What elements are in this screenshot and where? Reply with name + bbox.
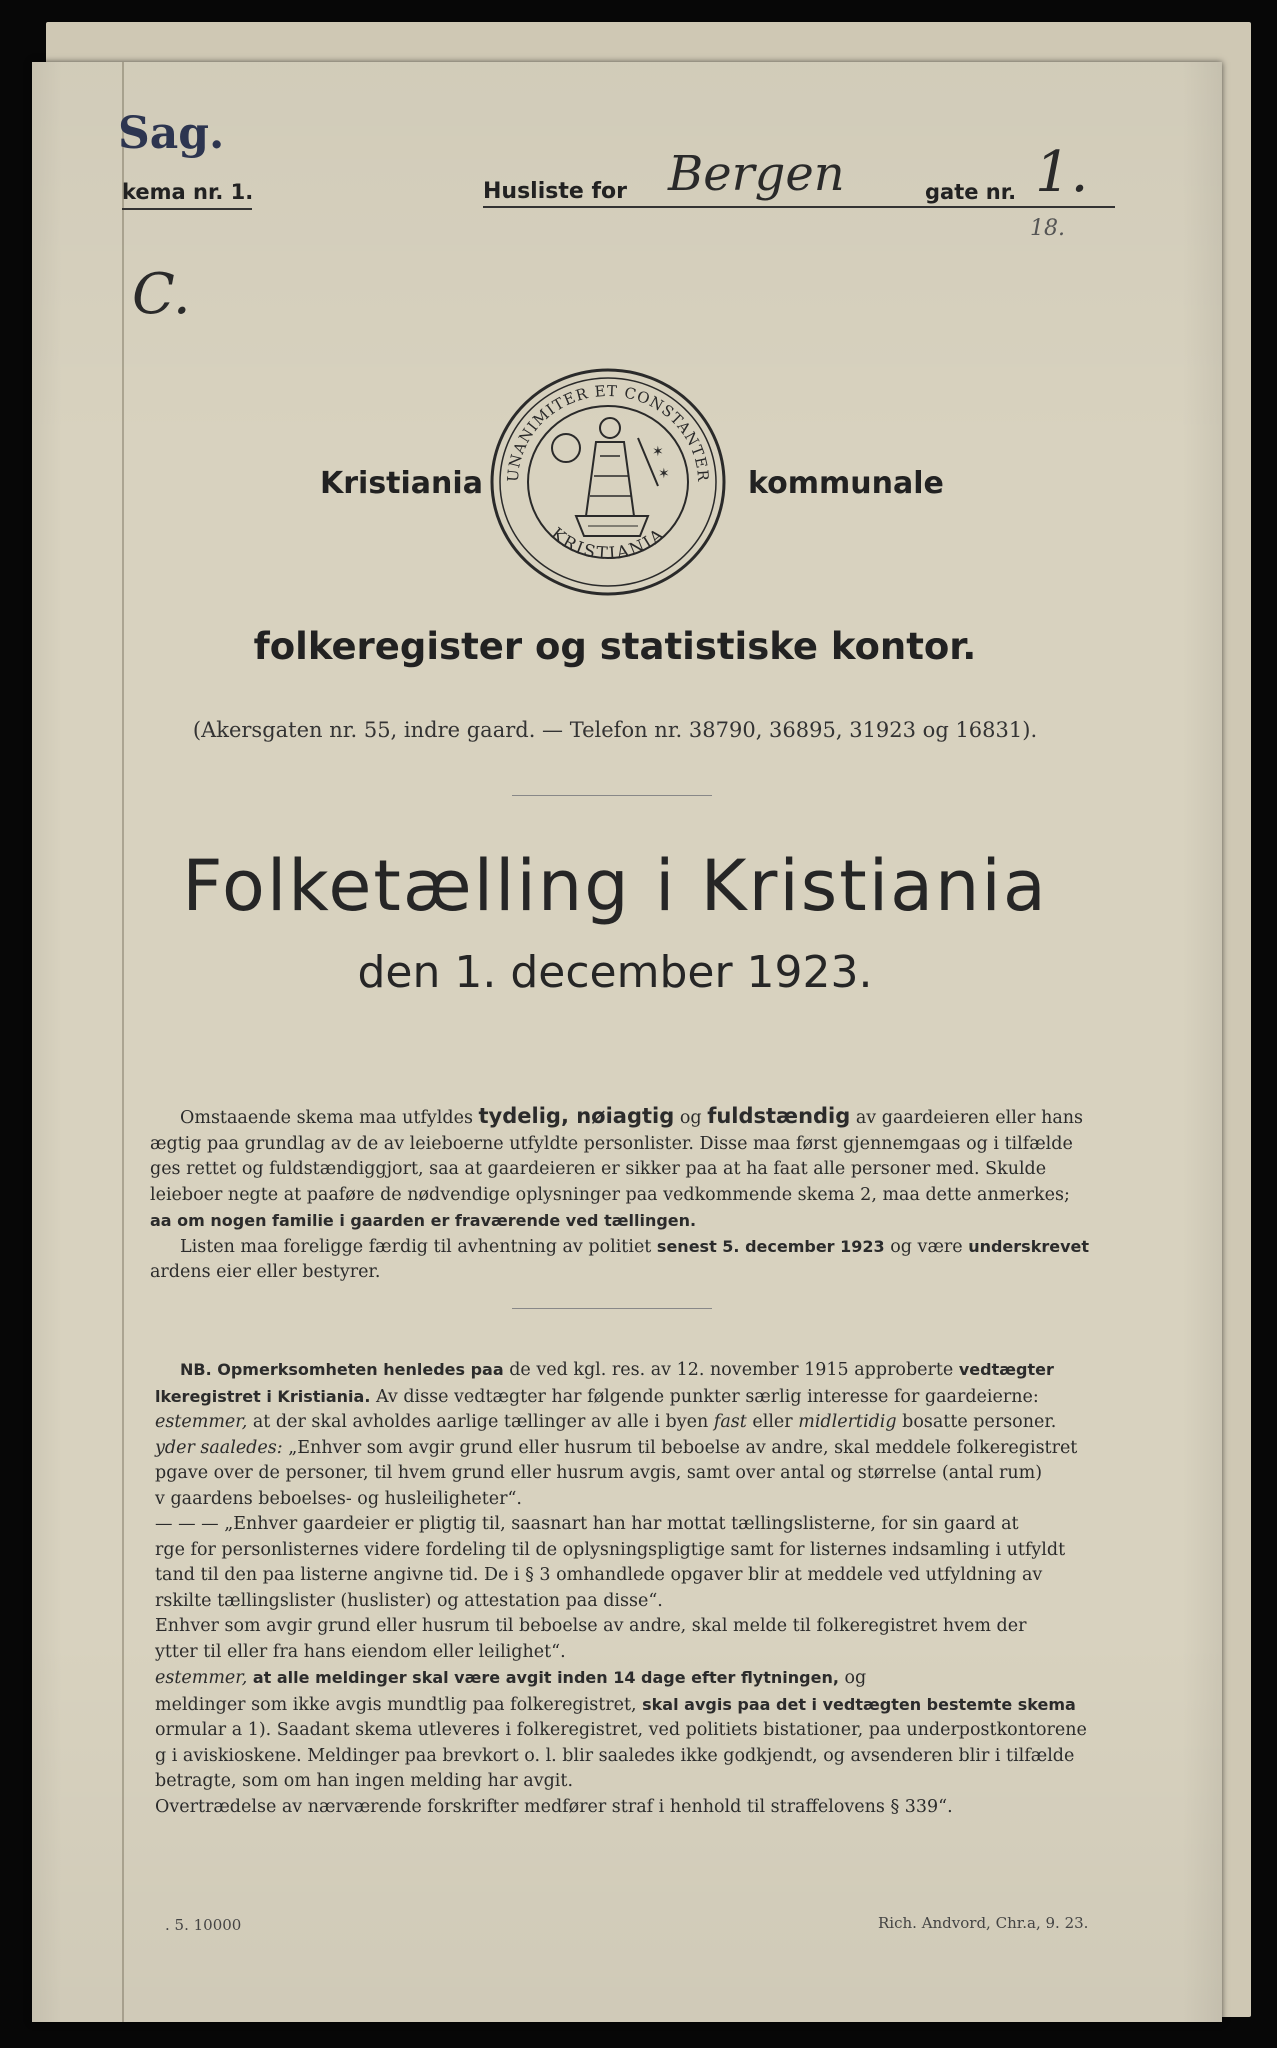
- office-name: folkeregister og statistiske kontor.: [253, 625, 977, 668]
- deadline-text: senest 5. december 1923: [656, 1236, 885, 1256]
- nb-italic: midlertidig: [798, 1412, 897, 1432]
- intro-line-1: [150, 1104, 1225, 1132]
- nb-line-18: Overtrædelse av nærværende forskrifter medfører straf i henhold til straffelovens § 339“.: [155, 1796, 953, 1817]
- intro-line-7: ardens eier eller bestyrer.: [150, 1262, 381, 1282]
- nb-text: „Enhver som avgir grund eller husrum til beboelse av andre, skal meddele folkeregistret: [288, 1437, 1078, 1458]
- schema-label: kema nr. 1.: [122, 180, 254, 204]
- nb-text: bosatte personer.: [902, 1412, 1057, 1432]
- nb-line-5: pgave over de personer, til hvem grund eller husrum avgis, samt over antal og størrelse (antal rum): [155, 1463, 1043, 1483]
- stamp-partial: Sag.: [118, 108, 225, 159]
- nb-line-7: — — — „Enhver gaardeier er pligtig til, saasnart han har mottat tællingslisterne, for sin gaard at: [155, 1514, 1019, 1534]
- divider-2: [512, 1308, 712, 1309]
- house-number-handwritten: 1.: [1035, 140, 1089, 205]
- nb-line-10: rskilte tællingslister (huslister) og attestation paa disse“.: [155, 1590, 663, 1611]
- divider-1: [512, 795, 712, 796]
- nb-italic: fast: [713, 1412, 747, 1432]
- svg-text:✶: ✶: [652, 444, 664, 460]
- nb-line-11: Enhver som avgir grund eller husrum til beboelse av andre, skal melde til folkeregistret hvem der: [155, 1616, 1027, 1636]
- intro-line-2: ægtig paa grundlag av de av leieboerne utfyldte personlister. Disse maa først gjennemgaas og i tilfælde: [150, 1133, 1073, 1154]
- nb-line-12: ytter til eller fra hans eiendom eller leilighet“.: [155, 1641, 566, 1662]
- nb-line-3: [155, 1410, 1225, 1436]
- intro-line-5: aa om nogen familie i gaarden er fraværende ved tællingen.: [150, 1211, 697, 1230]
- nb-lead: NB. Opmerksomheten henledes paa: [180, 1360, 504, 1379]
- nb-line-14: [155, 1692, 1225, 1719]
- subtitle-date: den 1. december 1923.: [357, 947, 873, 998]
- nb-line-8: rge for personlisternes videre fordeling til de oplysningspligtige samt for listernes indsamling i utfyldt: [155, 1539, 1066, 1560]
- intro-text: Omstaaende skema maa utfyldes: [180, 1108, 473, 1128]
- seal-bottom-text: KRISTIANIA: [546, 524, 670, 565]
- nb-text: Av disse vedtægter har følgende punkter særlig interesse for gaardeierne:: [375, 1386, 1039, 1407]
- nb-text: meldinger som ikke avgis mundtlig paa folkeregistret,: [155, 1694, 637, 1715]
- office-address: (Akersgaten nr. 55, indre gaard. — Telefon nr. 38790, 36895, 31923 og 16831).: [192, 718, 1038, 742]
- house-subnote: 18.: [1030, 216, 1065, 241]
- street-name-handwritten: Bergen: [668, 146, 845, 202]
- svg-text:KRISTIANIA: [547, 524, 670, 564]
- nb-text: og: [844, 1668, 867, 1688]
- nb-emphasis: at alle meldinger skal være avgit inden 14 dage efter flytningen,: [252, 1668, 839, 1687]
- signed-text: underskrevet: [968, 1236, 1089, 1256]
- emphasis-tydelig: tydelig, nøiagtig: [478, 1104, 675, 1128]
- seal-ring-text: UNANIMITER ET CONSTANTER: [503, 381, 713, 483]
- nb-line-2: [155, 1384, 1225, 1411]
- husliste-underline: [483, 206, 1115, 208]
- nb-paragraph: [155, 1357, 1225, 1820]
- intro-line-3: ges rettet og fuldstændiggjort, saa at gaardeieren er sikker paa at ha faat alle personer med. Skulde: [150, 1159, 1047, 1179]
- footer-print-run: . 5. 10000: [165, 1916, 242, 1934]
- nb-line-9: tand til den paa listerne angivne tid. De i § 3 omhandlede opgaver blir at meddele ved utfyldning av: [155, 1565, 1043, 1585]
- intro-text: og være: [890, 1236, 963, 1257]
- intro-line-6: [150, 1234, 1225, 1261]
- nb-emphasis: vedtægter: [958, 1360, 1054, 1379]
- nb-emphasis: lkeregistret i Kristiania.: [155, 1386, 371, 1406]
- nb-text: de ved kgl. res. av 12. november 1915 approberte: [509, 1360, 954, 1380]
- intro-text: og: [679, 1108, 702, 1128]
- main-title: Folketælling i Kristiania: [182, 845, 1048, 927]
- schema-underline: [122, 208, 252, 210]
- svg-text:UNANIMITER ET CONSTANTER: [504, 382, 712, 483]
- fold-line: [122, 62, 124, 2022]
- intro-text: Listen maa foreligge færdig til avhentning av politiet: [180, 1236, 652, 1257]
- intro-paragraph: [150, 1104, 1225, 1286]
- nb-emphasis: skal avgis paa det i vedtægten bestemte skema: [642, 1694, 1076, 1714]
- intro-line-4: leieboer negte at paaføre de nødvendige oplysninger paa vedkommende skema 2, maa dette anmerkes;: [150, 1184, 1070, 1205]
- nb-text: eller: [752, 1412, 793, 1432]
- city-seal: [488, 366, 728, 598]
- intro-text: av gaardeieren eller hans: [855, 1108, 1084, 1128]
- nb-italic: estemmer,: [155, 1668, 248, 1688]
- nb-line-15: ormular a 1). Saadant skema utleveres i folkeregistret, ved politiets bistationer, paa underpostkontorene: [155, 1720, 1087, 1740]
- emphasis-fuldstaendig: fuldstændig: [707, 1104, 851, 1128]
- nb-text: at der skal avholdes aarlige tællinger av alle i byen: [252, 1412, 709, 1432]
- nb-line-6: v gaardens beboelses- og husleiligheter“.: [155, 1488, 522, 1509]
- corner-mark: C.: [132, 262, 191, 327]
- nb-line-4: [155, 1436, 1225, 1462]
- nb-line-13: [155, 1665, 1225, 1692]
- office-left-word: Kristiania: [320, 466, 483, 501]
- nb-line-1: [155, 1357, 1225, 1384]
- office-right-word: kommunale: [748, 466, 944, 501]
- nb-line-17: betragte, som om han ingen melding har avgit.: [155, 1771, 574, 1791]
- footer-printer: Rich. Andvord, Chr.a, 9. 23.: [878, 1914, 1089, 1932]
- svg-text:✶: ✶: [658, 466, 670, 482]
- nb-line-16: g i aviskioskene. Meldinger paa brevkort o. l. blir saaledes ikke godkjendt, og avsenderen blir i tilfælde: [155, 1745, 1075, 1766]
- gate-label: gate nr.: [925, 180, 1017, 204]
- husliste-label: Husliste for: [483, 179, 627, 204]
- nb-italic: yder saaledes:: [155, 1437, 283, 1458]
- nb-italic: estemmer,: [155, 1412, 248, 1432]
